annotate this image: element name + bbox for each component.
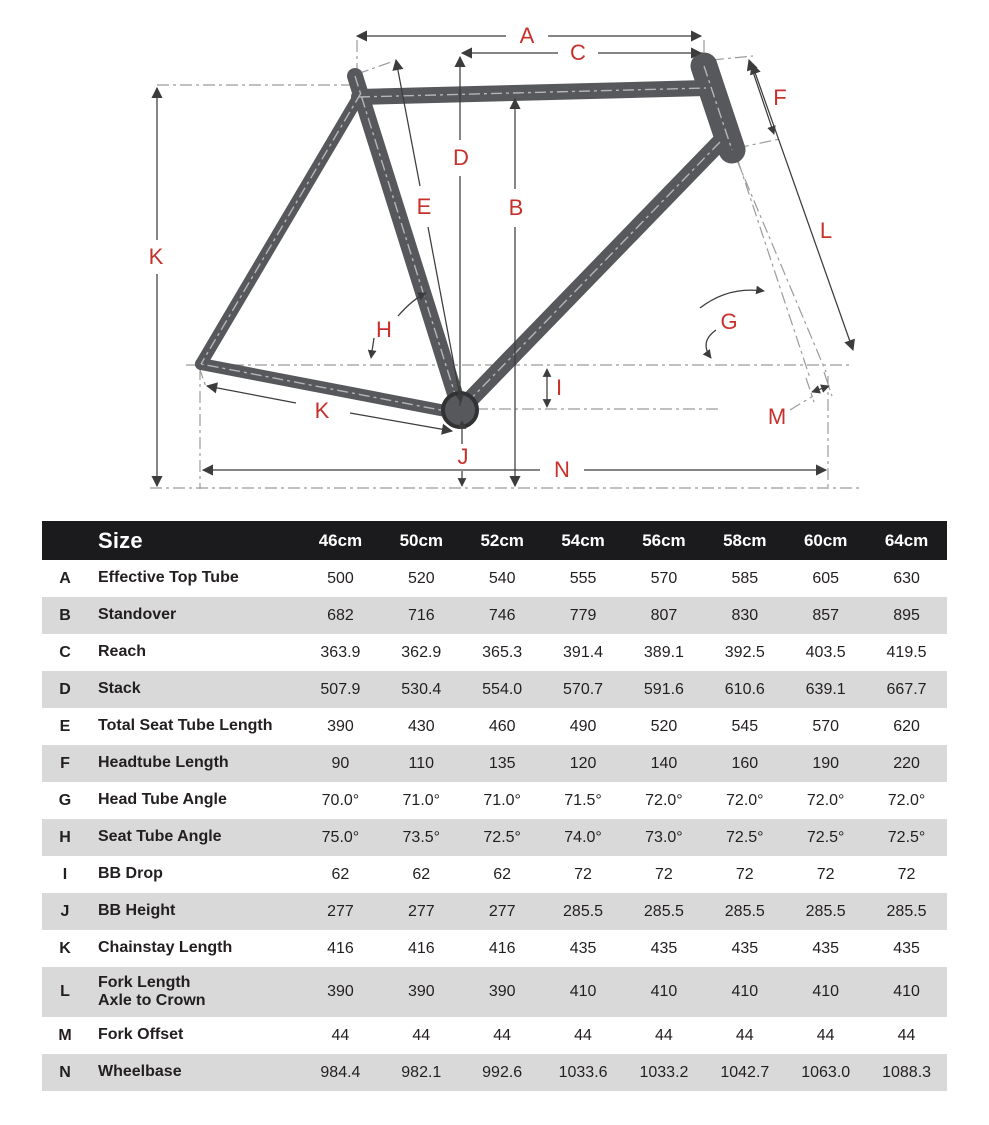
row-value: 895	[893, 606, 920, 624]
row-value: 277	[488, 902, 516, 920]
row-label-line2: Axle to Crown	[98, 992, 206, 1009]
label-J: J	[457, 444, 469, 469]
row-letter: G	[58, 791, 72, 809]
row-value: 540	[488, 569, 516, 587]
row-value: 605	[812, 569, 840, 587]
row-value: 44	[735, 1026, 754, 1044]
row-value: 44	[574, 1026, 592, 1044]
row-value: 435	[812, 939, 840, 957]
row-label: BB Drop	[98, 865, 163, 883]
row-value: 982.1	[401, 1063, 442, 1081]
row-value: 71.0°	[483, 791, 521, 809]
column-header: 60cm	[803, 530, 848, 550]
row-value: 570.7	[563, 680, 604, 698]
row-value: 74.0°	[564, 828, 602, 846]
row-value: 410	[893, 983, 920, 1000]
row-value: 390	[488, 983, 516, 1000]
row-label: BB Height	[98, 902, 176, 920]
row-value: 585	[731, 569, 759, 587]
row-value: 365.3	[482, 643, 523, 661]
row-label: Effective Top Tube	[98, 569, 239, 587]
row-value: 71.5°	[564, 791, 602, 809]
row-label: Seat Tube Angle	[98, 828, 222, 846]
row-value: 44	[412, 1026, 431, 1044]
row-value: 285.5	[563, 902, 604, 920]
frame-tubes	[201, 66, 732, 413]
label-A: A	[519, 23, 535, 48]
table-row	[42, 1054, 947, 1091]
table-row	[42, 745, 947, 782]
row-value: 1033.2	[639, 1063, 689, 1081]
row-value: 620	[893, 717, 920, 735]
row-value: 554.0	[482, 680, 523, 698]
row-value: 390	[327, 717, 354, 735]
row-value: 403.5	[805, 643, 846, 661]
row-letter: J	[60, 902, 70, 920]
row-value: 72.5°	[806, 828, 845, 846]
row-value: 190	[812, 754, 840, 772]
row-value: 807	[650, 606, 678, 624]
row-value: 410	[731, 983, 759, 1000]
geometry-table	[42, 521, 947, 1091]
row-value: 220	[893, 754, 920, 772]
row-value: 545	[731, 717, 759, 735]
table-row	[42, 893, 947, 930]
row-value: 285.5	[724, 902, 765, 920]
row-value: 277	[327, 902, 354, 920]
row-label: Headtube Length	[98, 754, 229, 772]
row-value: 285.5	[805, 902, 846, 920]
row-value: 285.5	[643, 902, 684, 920]
row-value: 44	[816, 1026, 835, 1044]
row-value: 160	[731, 754, 759, 772]
row-letter: B	[59, 606, 71, 624]
table-row	[42, 634, 947, 671]
label-K-chainstay: K	[314, 398, 330, 423]
row-value: 110	[408, 754, 435, 772]
row-letter: N	[59, 1063, 71, 1081]
label-L: L	[819, 218, 833, 243]
row-label: Reach	[98, 643, 147, 661]
row-value: 435	[650, 939, 678, 957]
row-letter: H	[59, 828, 71, 846]
row-value: 746	[488, 606, 516, 624]
row-value: 72	[816, 865, 835, 883]
row-value: 716	[407, 606, 435, 624]
table-header	[42, 521, 947, 560]
label-B: B	[508, 195, 524, 220]
row-letter: F	[60, 754, 70, 772]
row-value: 570	[812, 717, 840, 735]
row-value: 70.0°	[321, 791, 360, 809]
column-header: 50cm	[399, 530, 444, 550]
row-value: 75.0°	[321, 828, 360, 846]
frame-geometry-diagram	[0, 0, 989, 515]
row-label-line1: Fork Length	[98, 973, 191, 991]
row-value: 72.5°	[887, 828, 926, 846]
row-value: 984.4	[320, 1063, 361, 1081]
row-value: 520	[650, 717, 678, 735]
row-letter: A	[59, 569, 71, 587]
column-header: 54cm	[561, 530, 605, 550]
row-label: Chainstay Length	[98, 939, 233, 957]
row-value: 72.0°	[726, 791, 764, 809]
row-value: 62	[412, 865, 431, 883]
column-header: 64cm	[884, 530, 929, 550]
table-row	[42, 930, 947, 967]
label-H: H	[376, 317, 392, 342]
row-value: 44	[493, 1026, 512, 1044]
row-value: 277	[407, 902, 435, 920]
table-row	[42, 856, 947, 893]
row-label: Head Tube Angle	[98, 791, 227, 809]
table-row	[42, 1017, 947, 1054]
row-value: 62	[331, 865, 350, 883]
row-value: 520	[407, 569, 435, 587]
row-value: 430	[407, 717, 435, 735]
row-label: Total Seat Tube Length	[98, 717, 273, 735]
row-value: 830	[731, 606, 759, 624]
column-header: 58cm	[723, 530, 767, 550]
row-value: 44	[331, 1026, 350, 1044]
row-value: 416	[327, 939, 354, 957]
row-value: 44	[897, 1026, 916, 1044]
table-row	[42, 782, 947, 819]
table-row	[42, 597, 947, 634]
row-value: 419.5	[886, 643, 927, 661]
row-value: 363.9	[320, 643, 361, 661]
row-label: Stack	[98, 680, 141, 698]
row-label: Wheelbase	[98, 1063, 182, 1081]
row-value: 416	[488, 939, 516, 957]
row-value: 682	[327, 606, 354, 624]
row-letter: M	[58, 1026, 72, 1044]
row-value: 72	[655, 865, 673, 883]
row-letter: L	[60, 983, 70, 1000]
column-header: 46cm	[318, 530, 363, 550]
column-header: 52cm	[480, 530, 524, 550]
row-value: 62	[493, 865, 512, 883]
column-header: 56cm	[642, 530, 686, 550]
row-value: 391.4	[563, 643, 604, 661]
row-value: 1033.6	[558, 1063, 608, 1081]
row-value: 362.9	[401, 643, 442, 661]
label-I: I	[555, 375, 563, 400]
row-letter: I	[62, 865, 68, 883]
row-value: 135	[488, 754, 516, 772]
row-value: 435	[893, 939, 920, 957]
row-value: 992.6	[482, 1063, 523, 1081]
label-K-vertical: K	[148, 244, 164, 269]
table-row	[42, 819, 947, 856]
row-value: 72.0°	[806, 791, 845, 809]
row-value: 857	[812, 606, 840, 624]
row-value: 72.5°	[483, 828, 521, 846]
row-value: 90	[331, 754, 350, 772]
row-letter: C	[59, 643, 71, 661]
row-value: 1063.0	[801, 1063, 851, 1081]
size-header: Size	[98, 527, 143, 553]
row-value: 435	[731, 939, 759, 957]
label-G: G	[720, 309, 738, 334]
row-value: 71.0°	[402, 791, 441, 809]
row-value: 555	[569, 569, 597, 587]
row-value: 460	[488, 717, 516, 735]
bike-frame-svg	[0, 0, 989, 515]
row-value: 410	[812, 983, 840, 1000]
table-row	[42, 560, 947, 597]
row-label	[88, 974, 300, 1011]
row-value: 72.5°	[726, 828, 764, 846]
row-label: Fork Offset	[98, 1026, 184, 1044]
row-value: 72	[735, 865, 754, 883]
row-letter: E	[59, 717, 71, 735]
row-value: 73.5°	[402, 828, 441, 846]
row-value: 390	[407, 983, 435, 1000]
row-value: 779	[569, 606, 597, 624]
row-value: 140	[650, 754, 678, 772]
table-row	[42, 708, 947, 745]
row-value: 44	[655, 1026, 673, 1044]
label-N: N	[554, 457, 570, 482]
row-letter: D	[59, 680, 71, 698]
label-M: M	[767, 404, 787, 429]
row-value: 591.6	[643, 680, 684, 698]
row-value: 72.0°	[887, 791, 926, 809]
label-E: E	[416, 194, 432, 219]
row-value: 410	[650, 983, 678, 1000]
row-value: 490	[569, 717, 597, 735]
row-value: 410	[569, 983, 597, 1000]
row-value: 285.5	[886, 902, 927, 920]
row-value: 120	[569, 754, 597, 772]
label-D: D	[453, 145, 469, 170]
row-value: 73.0°	[645, 828, 683, 846]
table-row	[42, 967, 947, 1017]
row-value: 639.1	[805, 680, 846, 698]
row-value: 1042.7	[720, 1063, 770, 1081]
row-value: 667.7	[886, 680, 927, 698]
row-value: 416	[407, 939, 435, 957]
table-row	[42, 671, 947, 708]
row-value: 392.5	[724, 643, 765, 661]
row-value: 630	[893, 569, 920, 587]
row-value: 72	[897, 865, 916, 883]
label-C: C	[570, 40, 586, 65]
row-value: 610.6	[724, 680, 765, 698]
row-value: 72	[574, 865, 592, 883]
row-value: 390	[327, 983, 354, 1000]
row-value: 570	[650, 569, 678, 587]
label-F: F	[773, 85, 787, 110]
row-value: 435	[569, 939, 597, 957]
row-value: 530.4	[401, 680, 442, 698]
row-letter: K	[59, 939, 71, 957]
row-value: 507.9	[320, 680, 361, 698]
row-label: Standover	[98, 606, 177, 624]
row-value: 72.0°	[645, 791, 683, 809]
row-value: 389.1	[643, 643, 684, 661]
row-value: 1088.3	[882, 1063, 932, 1081]
row-value: 500	[327, 569, 354, 587]
